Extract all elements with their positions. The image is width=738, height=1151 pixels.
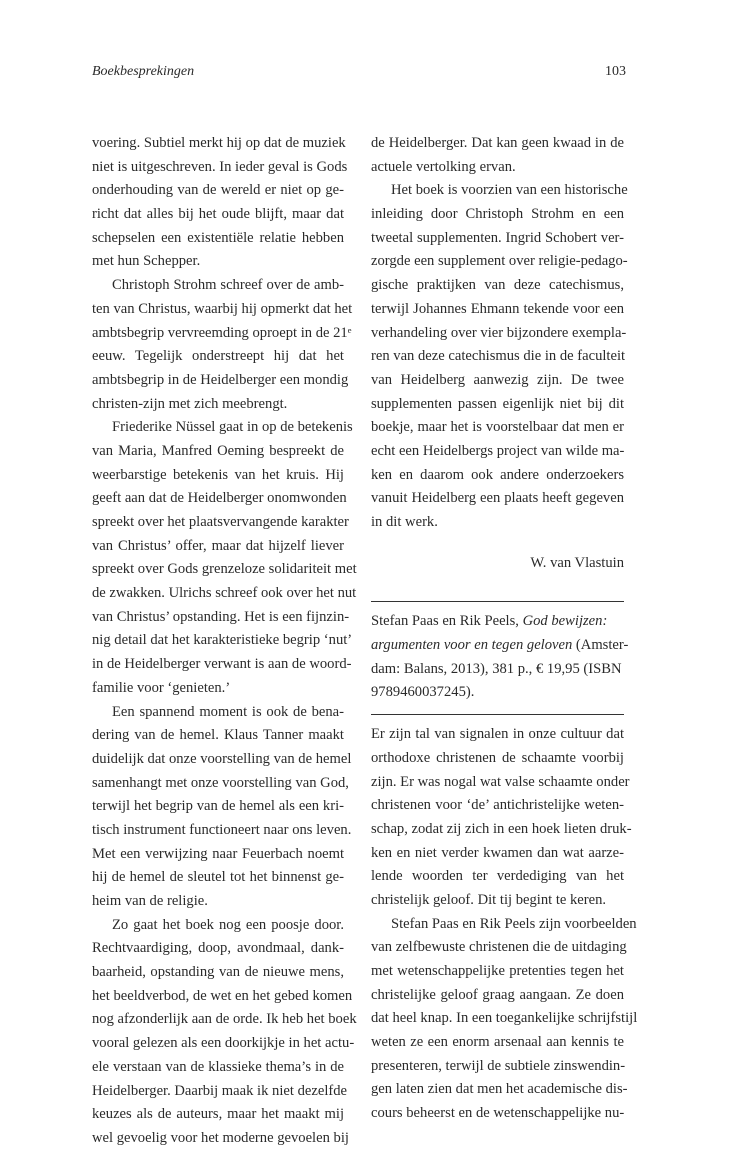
text-line: van Heidelberg aanwezig zijn. De twee (371, 371, 624, 388)
text-line: in de Heidelberger verwant is aan de woord- (92, 656, 352, 673)
right-column (371, 132, 638, 1126)
text-line: Friederike Nüssel gaat in op de betekenis (112, 419, 353, 436)
new-review-body (371, 723, 638, 1126)
text-line: baarheid, opstanding van de nieuwe mens, (92, 964, 344, 981)
text-line: keuzes als de auteurs, maar het maakt mij (92, 1106, 344, 1123)
text-line: van zelfbewuste christenen die de uitdaging (371, 939, 627, 956)
text-line: weten ze een enorm arsenaal aan kennis te (371, 1034, 624, 1051)
text-line: heim van de religie. (92, 893, 208, 909)
text-line: wel gevoelig voor het moderne gevoelen bij (92, 1129, 349, 1146)
text-line: Christoph Strohm schreef over de amb- (112, 277, 344, 294)
text-line: vooral gelezen als een doorkijkje in het actu- (92, 1035, 355, 1052)
text-line: schepselen een existentiële relatie hebben (92, 229, 344, 246)
text-line: christelijke geloof graag aangaan. Ze doen (371, 986, 624, 1003)
text-line: schap, zodat zij zich in een hoek lieten druk- (371, 820, 632, 837)
text-line: echt een Heidelbergs project van wilde ma- (371, 442, 625, 459)
text-line: ambtsbegrip vervreemding oproept in de 21ᵉ (92, 324, 352, 341)
text-line: de Heidelberger. Dat kan geen kwaad in de (371, 135, 624, 151)
text-line: verhandeling over vier bijzondere exempla- (371, 324, 627, 341)
text-line: hij de hemel de sleutel tot het binnenst ge- (92, 869, 344, 886)
text-line: gische praktijken van deze catechismus, (371, 277, 624, 294)
text-line: richt dat alles bij het oude blijft, maar dat (92, 206, 344, 223)
text-line: Het boek is voorzien van een historische (391, 182, 628, 199)
text-line: zorgde een supplement over religie-pedago- (371, 253, 628, 270)
text-line: tweetal supplementen. Ingrid Schobert ver- (371, 229, 624, 246)
left-column (92, 132, 357, 1151)
text-line: spreekt over het plaatsvervangende karakter (92, 514, 349, 530)
text-line: christen-zijn met zich meebrengt. (92, 395, 288, 412)
book-info-line: dam: Balans, 2013), 381 p., € 19,95 (ISBN (371, 660, 622, 677)
text-line: presenteren, terwijl de subtiele zinswendin- (371, 1057, 626, 1074)
text-line: het beeldverbod, de wet en het gebed komen (92, 987, 353, 1004)
text-line: inleiding door Christoph Strohm en een (371, 206, 624, 223)
text-line: Een spannend moment is ook de bena- (112, 703, 344, 720)
text-line: tisch instrument functioneert naar ons leven. (92, 821, 352, 838)
text-line: ken en daarom ook andere onderzoekers (371, 466, 624, 483)
text-line: niet is uitgeschreven. In ieder geval is Gods (92, 158, 348, 175)
review-continuation (371, 132, 628, 535)
text-line: van Christus’ opstanding. Het is een fijnzin- (92, 608, 350, 625)
text-line: ren van deze catechismus die in de faculteit (371, 348, 626, 365)
text-line: geeft aan dat de Heidelberger onomwonden (92, 490, 347, 507)
text-line: eeuw. Tegelijk onderstreept hij dat het (92, 348, 344, 365)
book-info-line: 9789460037245). (371, 684, 475, 701)
text-line: voering. Subtiel merkt hij op dat de muziek (92, 135, 346, 151)
text-line: terwijl het begrip van de hemel als een kri- (92, 798, 344, 815)
page-number: 103 (605, 64, 626, 79)
text-line: dat heel knap. In een toegankelijke schrijfstijl (371, 1010, 638, 1027)
text-line: zijn. Er was nogal wat valse schaamte onder (371, 773, 630, 790)
text-line: christelijk geloof. Dit tij begint te keren. (371, 891, 607, 908)
text-line: gen laten zien dat men het academische dis- (371, 1081, 628, 1098)
text-line: nog afzonderlijk aan de orde. Ik heb het boek (92, 1011, 357, 1028)
text-line: Met een verwijzing naar Feuerbach noemt (92, 845, 344, 862)
text-line: familie voor ‘genieten.’ (92, 679, 231, 696)
text-line: Rechtvaardiging, doop, avondmaal, dank- (92, 940, 344, 957)
text-line: ambtsbegrip in de Heidelberger een mondig (92, 371, 349, 388)
text-line: duidelijk dat onze voorstelling van de hemel (92, 750, 352, 767)
text-line: supplementen passen eigenlijk niet bij dit (371, 395, 624, 412)
text-line: terwijl Johannes Ehmann tekende voor een (371, 300, 624, 317)
text-line: ken en niet verder kwamen dan wat aarze- (371, 844, 624, 861)
text-line: Stefan Paas en Rik Peels zijn voorbeelden (391, 915, 637, 932)
book-info (371, 610, 629, 705)
text-line: lende woorden ter verdediging van het (371, 868, 624, 885)
text-line: weerbarstige betekenis van het kruis. Hij (92, 466, 344, 483)
text-line: vanuit Heidelberg een plaats heeft gegeven (371, 490, 624, 507)
book-info-line: argumenten voor en tegen geloven (Amster- (371, 637, 629, 654)
text-line: cours beheerst en de wetenschappelijke nu- (371, 1105, 625, 1122)
running-head-title: Boekbesprekingen (92, 64, 195, 79)
text-line: onderhouding van de wereld er niet op ge- (92, 182, 344, 199)
text-line: dering van de hemel. Klaus Tanner maakt (92, 727, 344, 744)
text-line: nig detail dat het karakteristieke begrip ‘nut’ (92, 632, 353, 649)
text-line: orthodoxe christenen de schaamte voorbij (371, 749, 624, 766)
text-line: de zwakken. Ulrichs schreef ook over het nut (92, 585, 357, 602)
text-line: samenhangt met onze voorstelling van God, (92, 774, 349, 791)
book-info-line: Stefan Paas en Rik Peels, God bewijzen: (371, 613, 608, 630)
text-line: Er zijn tal van signalen in onze cultuur dat (371, 726, 624, 743)
running-head (92, 64, 626, 84)
text-line: ten van Christus, waarbij hij opmerkt dat het (92, 300, 353, 317)
text-line: boekje, maar het is voorstelbaar dat men er (371, 419, 624, 436)
divider-top (371, 601, 624, 602)
text-line: met hun Schepper. (92, 253, 201, 270)
divider-bottom (371, 714, 624, 715)
text-line: Heidelberger. Daarbij maak ik niet dezelfde (92, 1082, 348, 1099)
text-line: spreekt over Gods grenzeloze solidariteit met (92, 561, 357, 578)
reviewer-signature: W. van Vlastuin (530, 554, 624, 571)
text-line: Zo gaat het boek nog een poosje door. (112, 916, 344, 933)
text-line: christenen voor ‘de’ antichristelijke weten- (371, 797, 624, 814)
text-line: actuele vertolking ervan. (371, 158, 516, 175)
text-line: van Christus’ offer, maar dat hijzelf liever (92, 537, 344, 554)
text-line: ele verstaan van de klassieke thema’s in de (92, 1058, 344, 1075)
text-line: met wetenschappelijke pretenties tegen het (371, 963, 624, 979)
text-line: van Maria, Manfred Oeming bespreekt de (92, 442, 344, 459)
text-line: in dit werk. (371, 514, 438, 530)
